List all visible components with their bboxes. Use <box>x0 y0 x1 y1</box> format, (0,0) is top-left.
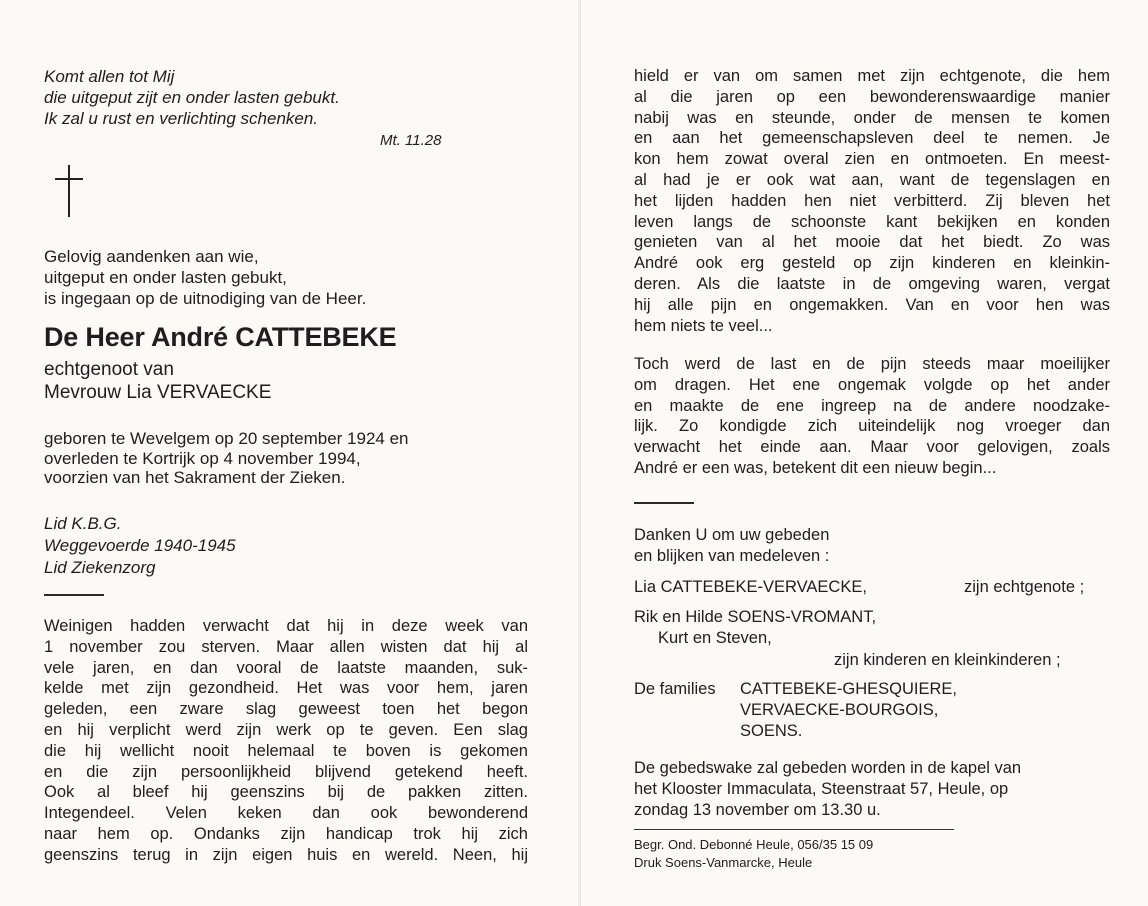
tribute-line: hem niets te veel... <box>634 316 773 335</box>
tribute-line: al die jaren op een bewonderenswaardige manier <box>634 87 1110 106</box>
grandchildren-names: Kurt en Steven, <box>658 629 772 647</box>
wake-line: De gebedswake zal gebeden worden in de kapel van <box>634 759 1022 777</box>
tribute-continued <box>634 66 1110 336</box>
tribute-line: deren. Als die laatste in de omgeving waren, vergat <box>634 274 1110 293</box>
birth-death-line: voorzien van het Sakrament der Zieken. <box>44 468 346 487</box>
thanks-line: Danken U om uw gebeden <box>634 526 830 544</box>
card-fold <box>578 0 581 906</box>
verse-line: Ik zal u rust en verlichting schenken. <box>44 109 319 128</box>
tribute-line: die hij wellicht nooit helemaal te boven is gekomen <box>44 741 528 760</box>
tribute-line: 1 november zou sterven. Maar allen wisten dat hij al <box>44 637 528 656</box>
spouse-block <box>44 358 271 404</box>
tribute-line: Integendeel. Velen keken dan ook bewonderend <box>44 804 528 823</box>
spouse-intro: echtgenoot van <box>44 359 174 380</box>
tribute-line: kon hem zowat overal zien en ontmoeten. En meest- <box>634 150 1110 169</box>
membership-line: Lid K.B.G. <box>44 514 122 533</box>
spouse-entry-name: Lia CATTEBEKE-VERVAECKE, <box>634 578 867 596</box>
deceased-name: De Heer André CATTEBEKE <box>44 322 397 352</box>
tribute-line: lijk. Zo kondigde zich uiteindelijk nog vroeger dan <box>634 417 1110 436</box>
family-name: CATTEBEKE-GHESQUIERE, <box>740 680 957 698</box>
verse-reference: Mt. 11.28 <box>380 132 442 149</box>
spouse-name: Mevrouw Lia VERVAECKE <box>44 382 272 403</box>
family-name: VERVAECKE-BOURGOIS, <box>740 701 939 719</box>
tribute-line: geenszins terug in zijn eigen huis en wereld. Neen, hij <box>44 845 528 864</box>
thanks-line: en blijken van medeleven : <box>634 547 830 565</box>
cross-icon <box>54 165 84 217</box>
thanks-intro <box>634 525 829 567</box>
separator <box>44 594 104 596</box>
tribute-line: naar hem op. Ondanks zijn handicap trok hij zich <box>44 824 528 843</box>
tribute-line: verwacht het einde aan. Maar voor gelovigen, zoals <box>634 438 1110 457</box>
credit-line: Begr. Ond. Debonné Heule, 056/35 15 09 <box>634 837 874 852</box>
tribute-line: genieten van al het mooie dat het biedt. Zo was <box>634 233 1110 252</box>
wake-line: het Klooster Immaculata, Steenstraat 57, Heule, op <box>634 780 1009 798</box>
tribute-line: Toch werd de last en de pijn steeds maar moeilijker <box>634 355 1110 373</box>
credits <box>634 836 873 872</box>
tribute-line: al had je er ook wat aan, want de tegenslagen en <box>634 170 1110 189</box>
tribute-line: en aan het gemeenschapsleven deel te nemen. Je <box>634 129 1110 148</box>
membership-line: Weggevoerde 1940-1945 <box>44 536 236 555</box>
children-entry-names: Rik en Hilde SOENS-VROMANT, <box>634 608 877 626</box>
remembrance-line: Gelovig aandenken aan wie, <box>44 247 259 266</box>
tribute-line: het lijden hadden hen niet verbitterd. Zij bleven het <box>634 191 1110 210</box>
verse-line: die uitgeput zijt en onder lasten gebukt. <box>44 88 340 107</box>
memberships <box>44 513 236 579</box>
tribute-line: André er een was, betekent dit een nieuw begin... <box>634 458 997 477</box>
family-name: SOENS. <box>740 722 803 740</box>
spouse-entry-role: zijn echtgenote ; <box>964 578 1085 596</box>
tribute-line: André ook erg gesteld op zijn kinderen en kleinkin- <box>634 254 1110 273</box>
remembrance-line: uitgeput en onder lasten gebukt, <box>44 268 287 287</box>
tribute-line: nabij was en steunde, onder de mensen te komen <box>634 108 1110 127</box>
tribute-line: vele jaren, en dan vooral de laatste maanden, suk- <box>44 658 528 677</box>
verse-line: Komt allen tot Mij <box>44 67 175 86</box>
credit-line: Druk Soens-Vanmarcke, Heule <box>634 855 813 870</box>
remembrance-text <box>44 246 366 309</box>
tribute-line: geleden, een zware slag geweest toen het begon <box>44 700 528 719</box>
children-entry-role: zijn kinderen en kleinkinderen ; <box>834 651 1061 669</box>
bible-verse <box>44 66 340 129</box>
families-names <box>740 679 957 742</box>
tribute-text <box>44 616 528 866</box>
birth-death-line: overleden te Kortrijk op 4 november 1994, <box>44 448 361 468</box>
tribute-ending <box>634 354 1110 479</box>
tribute-line: en die zijn persoonlijkheid blijvend getekend heeft. <box>44 762 528 781</box>
membership-line: Lid Ziekenzorg <box>44 558 156 577</box>
tribute-line: om dragen. Het ene ongemak volgde op het ander <box>634 375 1110 394</box>
tribute-line: Ook al bleef hij geenszins bij de pakken zitten. <box>44 783 528 802</box>
credits-rule <box>634 829 954 830</box>
wake-announcement <box>634 758 1110 821</box>
tribute-line: kelde met zijn gezondheid. Het was voor hem, jaren <box>44 679 528 698</box>
tribute-line: en maakte de ene ingreep na de andere noodzake- <box>634 396 1110 415</box>
tribute-line: leven langs de schoonste kant bekijken en konden <box>634 212 1110 231</box>
separator <box>634 502 694 504</box>
birth-death-text <box>44 429 409 488</box>
families-label: De families <box>634 680 716 698</box>
tribute-line: hij alle pijn en ongemakken. Van en voor hen was <box>634 295 1110 314</box>
remembrance-line: is ingegaan op de uitnodiging van de Heer. <box>44 289 367 308</box>
tribute-line: Weinigen hadden verwacht dat hij in deze week van <box>44 617 528 635</box>
wake-line: zondag 13 november om 13.30 u. <box>634 801 881 819</box>
birth-death-line: geboren te Wevelgem op 20 september 1924 en <box>44 429 409 448</box>
tribute-line: hield er van om samen met zijn echtgenote, die hem <box>634 67 1110 85</box>
tribute-line: en hij verplicht werd zijn werk op te geven. Een slag <box>44 720 528 739</box>
